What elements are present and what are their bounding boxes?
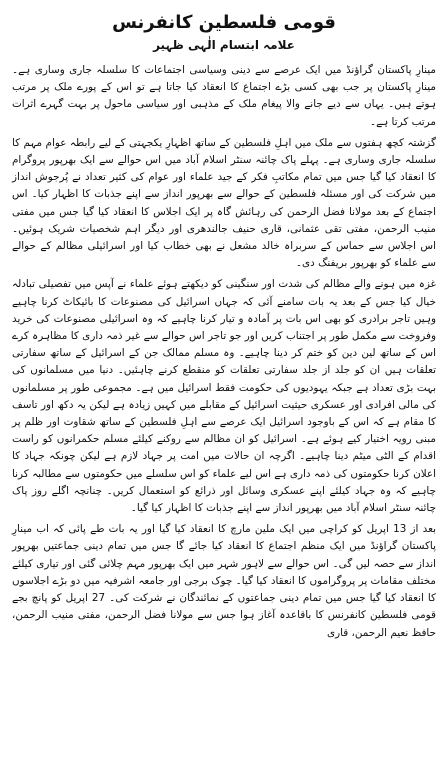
author-byline: علامہ ابتسام الٰہی ظہیر xyxy=(153,38,295,52)
article-title: قومی فلسطین کانفرنس xyxy=(112,12,336,33)
paragraph: مینارِ پاکستان گراؤنڈ میں ایک عرصے سے دینی وسیاسی اجتماعات کا سلسلہ جاری وساری ہے۔ مینارِ پاکستان پر جب بھی کسی بڑے اجتماع کا انعقاد کیا جاتا ہے تو اس کے پورے ملک پر مرتب ہوتے ہیں۔ یہاں سے دیے جانے والا پیغام ملک کے مذہبی اور سیاسی ماحول پر بہت گہرے اثرات مرتب کرتا ہے۔ xyxy=(12,64,436,128)
paragraph: گزشتہ کچھ ہفتوں سے ملک میں اہلِ فلسطین کے ساتھ اظہارِ یکجہتی کے لیے رابطہ عوام مہم کا سلسلہ جاری وساری ہے۔ پہلے پاک چائنہ سنٹر اسلام آباد میں اس حوالے سے ایک بھرپور پروگرام کا انعقاد کیا گیا جس میں تمام مکاتبِ فکر کے جید علماء اور عوام کی کثیر تعداد نے پُرجوش انداز میں شرکت کی اور مسئلہ فلسطین کے حوالے سے بھرپور انداز سے اپنے جذبات کا اظہار کیا۔ اس اجتماع کے بعد مولانا فضل الرحمن کی رہائش گاہ پر ایک اجلاس کا انعقاد کیا گیا جس میں مفتی منیب الرحمن، مفتی تقی عثمانی، قاری حنیف جالندھری اور دیگر اہم شخصیات شریک ہوئیں۔ اس اجلاس سے حماس کے سربراہ خالد مشعل نے بھی خطاب کیا اور اسرائیلی مظالم کے حوالے سے علماء کو بھرپور بریفنگ دی۔ xyxy=(12,136,436,270)
paragraph: غزہ میں ہونے والے مظالم کی شدت اور سنگینی کو دیکھتے ہوئے علماء نے آپس میں تفصیلی تبادلہ خیال کیا جس کے بعد یہ بات سامنے آئی کہ جہاں اسرائیل کی مصنوعات کا بائیکاٹ کرنا چاہیے وہیں تاجر برادری کو بھی اس بات پر آمادہ و تیار کرنا چاہیے کہ وہ اسرائیلی مصنوعات کی خرید وفروخت سے مکمل طور پر اجتناب کریں اور جو تاجر اس حوالے سے غیر ذمہ داری کا مظاہرہ کرے اس کے ساتھ لین دین کو ختم کر دینا چاہیے۔ وہ مسلم ممالک جن کے اسرائیل کے ساتھ سفارتی تعلقات ہیں ان کو جلد از جلد سفارتی تعلقات کو منقطع کرنے چاہئیں۔ دنیا میں مسلمانوں کی بہت بڑی تعداد ہے جبکہ یہودیوں کی حکومت فقط اسرائیل میں ہے۔ مجموعی طور پر مسلمانوں کی مالی افرادی اور عسکری حیثیت اسرائیل کے مقابلے میں کہیں زیادہ ہے لیکن یہ دکھ اور تاسف کا مقام ہے کہ اس کے باوجود اسرائیل ایک عرصے سے اہلِ فلسطین کے ساتھ شقاوت اور ظلم پر مبنی رویہ اختیار کیے ہوئے ہے۔ اسرائیل کو ان مظالم سے روکنے کیلئے مسلم حکمرانوں کو راست اقدام کے الٹی میٹم دینا چاہیے۔ اگرچہ ان حالات میں امت پر جہاد لازم ہے لیکن چونکہ جہاد کا اعلان کرنا حکومتوں کی ذمہ داری ہے اس لیے علماء کو اس سلسلے میں حکومتوں سے مطالبہ کرنا چاہیے کہ وہ جہاد کیلئے اپنے عسکری وسائل اور ذرائع کو استعمال کریں۔ چنانچہ اگلے روز پاک چائنہ سنٹر اسلام آباد میں بھرپور انداز سے اپنے جذبات کا اظہار کیا گیا۔ xyxy=(12,278,436,515)
paragraph: بعد از 13 اپریل کو کراچی میں ایک ملین مارچ کا انعقاد کیا گیا اور یہ بات طے پائی کہ اب مینارِ پاکستان گراؤنڈ میں ایک منظم اجتماع کا انعقاد کیا جائے گا جس میں تمام دینی جماعتیں بھرپور انداز سے حصہ لیں گی۔ اس حوالے سے لاہور شہر میں ایک بھرپور مہم چلائی گئی اور تیاری کیلئے مختلف مقامات پر پروگراموں کا انعقاد کیا گیا۔ چوک برجی اور جامعہ اشرفیہ میں دو بڑے اجلاسوں کا انعقاد کیا گیا جس میں تمام دینی جماعتوں کے نمائندگان نے شرکت کی۔ 27 اپریل کو پانچ بجے قومی فلسطین کانفرنس کا باقاعدہ آغاز ہوا جس سے مولانا فضل الرحمن، مفتی منیب الرحمن، حافظ نعیم الرحمن، قاری xyxy=(12,523,437,639)
